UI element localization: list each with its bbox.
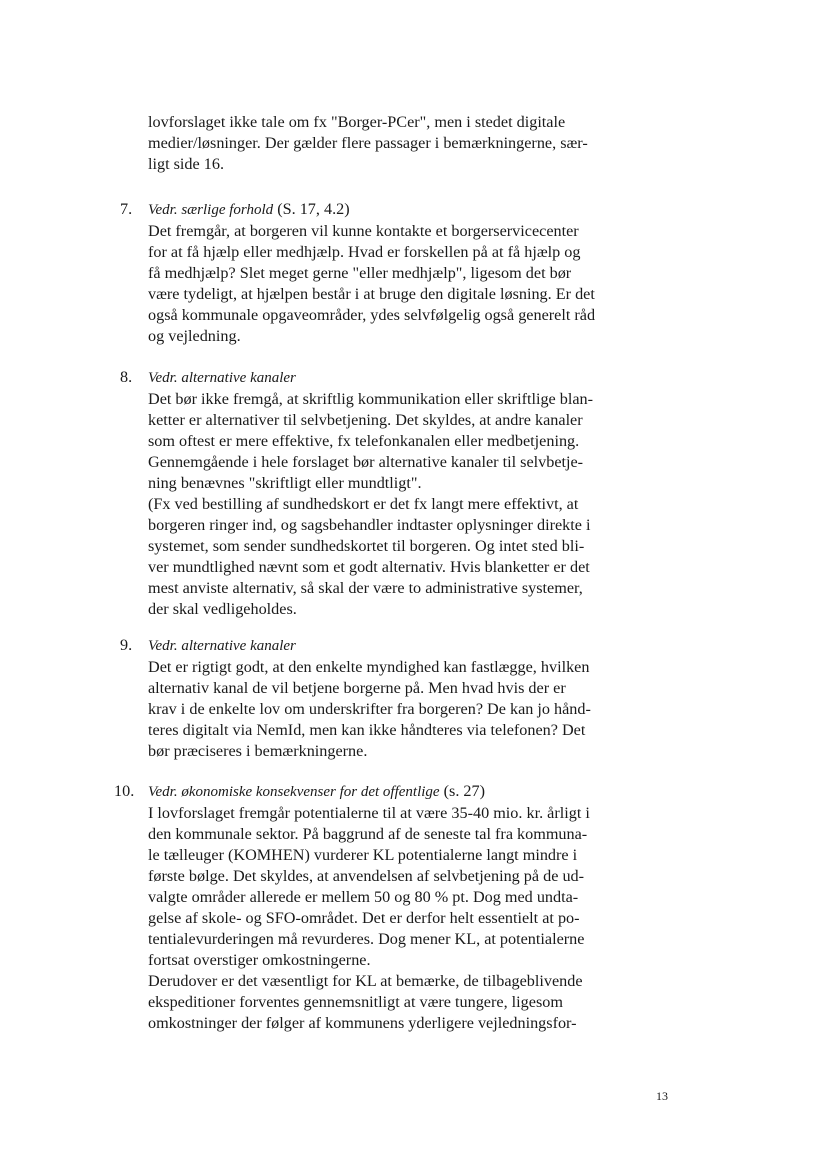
text-line: medier/løsninger. Der gælder flere passager i bemærkningerne, sær- [148,134,588,152]
text-line: få medhjælp? Slet meget gerne "eller medhjælp", ligesom det bør [148,264,572,282]
text-line: krav i de enkelte lov om underskrifter fra borgeren? De kan jo hånd- [148,700,591,718]
item-heading [148,367,638,389]
text-line: borgeren ringer ind, og sagsbehandler indtaster oplysninger direkte i [148,516,591,534]
item-heading [148,781,638,803]
text-line: for at få hjælp eller medhjælp. Hvad er forskellen på at få hjælp og [148,243,581,261]
text-line: lovforslaget ikke tale om fx "Borger-PCer", men i stedet digitale [148,113,566,131]
item-body [148,781,638,1034]
text-line: I lovforslaget fremgår potentialerne til at være 35-40 mio. kr. årligt i [148,804,590,822]
item-heading [148,635,638,657]
item-heading-italic: Vedr. særlige forhold [148,202,274,218]
item-heading-italic: Vedr. alternative kanaler [148,638,296,654]
item-body [148,199,638,347]
text-line: der skal vedligeholdes. [148,600,297,618]
item-heading-rest: (s. 27) [439,782,486,800]
page-number: 13 [656,1089,668,1103]
text-line: ning benævnes "skriftligt eller mundtligt". [148,474,422,492]
text-line: (Fx ved bestilling af sundhedskort er det fx langt mere effektivt, at [148,495,579,513]
text-line: gelse af skole- og SFO-området. Det er derfor helt essentielt at po- [148,909,580,927]
text-line: ligt side 16. [148,155,224,173]
item-heading-rest: (S. 17, 4.2) [273,200,350,218]
text-line: også kommunale opgaveområder, ydes selvfølgelig også generelt råd [148,306,596,324]
text-line: første bølge. Det skyldes, at anvendelsen af selvbetjening på de ud- [148,867,585,885]
item-number: 10. [114,782,135,800]
text-line: være tydeligt, at hjælpen består i at bruge den digitale løsning. Er det [148,285,595,303]
text-line: den kommunale sektor. På baggrund af de seneste tal fra kommuna- [148,825,588,843]
text-line: mest anviste alternativ, så skal der være to administrative systemer, [148,579,583,597]
text-line: systemet, som sender sundhedskortet til borgeren. Og intet sted bli- [148,537,585,555]
text-line: tentialevurderingen må revurderes. Dog mener KL, at potentialerne [148,930,585,948]
item-number: 9. [120,636,133,654]
text-line: ver mundtlighed nævnt som et godt alternativ. Hvis blanketter er det [148,558,590,576]
text-line: fortsat overstiger omkostningerne. [148,951,371,969]
text-line: alternativ kanal de vil betjene borgerne på. Men hvad hvis der er [148,679,566,697]
text-line: Derudover er det væsentligt for KL at bemærke, de tilbageblivende [148,972,583,990]
text-line: ekspeditioner forventes gennemsnitligt at være tungere, ligesom [148,993,563,1011]
text-line: Det er rigtigt godt, at den enkelte myndighed kan fastlægge, hvilken [148,658,590,676]
text-line: valgte områder allerede er mellem 50 og 80 % pt. Dog med undta- [148,888,579,906]
text-line: le tælleuger (KOMHEN) vurderer KL potentialerne langt mindre i [148,846,578,864]
text-line: Det bør ikke fremgå, at skriftlig kommunikation eller skriftlige blan- [148,390,594,408]
item-number: 7. [120,200,133,218]
text-line: bør præciseres i bemærkningerne. [148,742,368,760]
item-heading-italic: Vedr. økonomiske konsekvenser for det offentlige [148,784,440,800]
item-body [148,367,638,620]
item-heading [148,199,638,221]
text-line: omkostninger der følger af kommunens yderligere vejledningsfor- [148,1014,577,1032]
item-heading-italic: Vedr. alternative kanaler [148,370,296,386]
text-line: Det fremgår, at borgeren vil kunne kontakte et borgerservicecenter [148,222,579,240]
text-line: ketter er alternativer til selvbetjening. Det skyldes, at andre kanaler [148,411,583,429]
text-line: Gennemgående i hele forslaget bør alternative kanaler til selvbetje- [148,453,584,471]
text-line: og vejledning. [148,327,241,345]
intro-paragraph [148,112,628,175]
text-line: teres digitalt via NemId, men kan ikke håndteres via telefonen? Det [148,721,586,739]
item-body [148,635,638,762]
text-line: som oftest er mere effektive, fx telefonkanalen eller medbetjening. [148,432,580,450]
item-number: 8. [120,368,133,386]
